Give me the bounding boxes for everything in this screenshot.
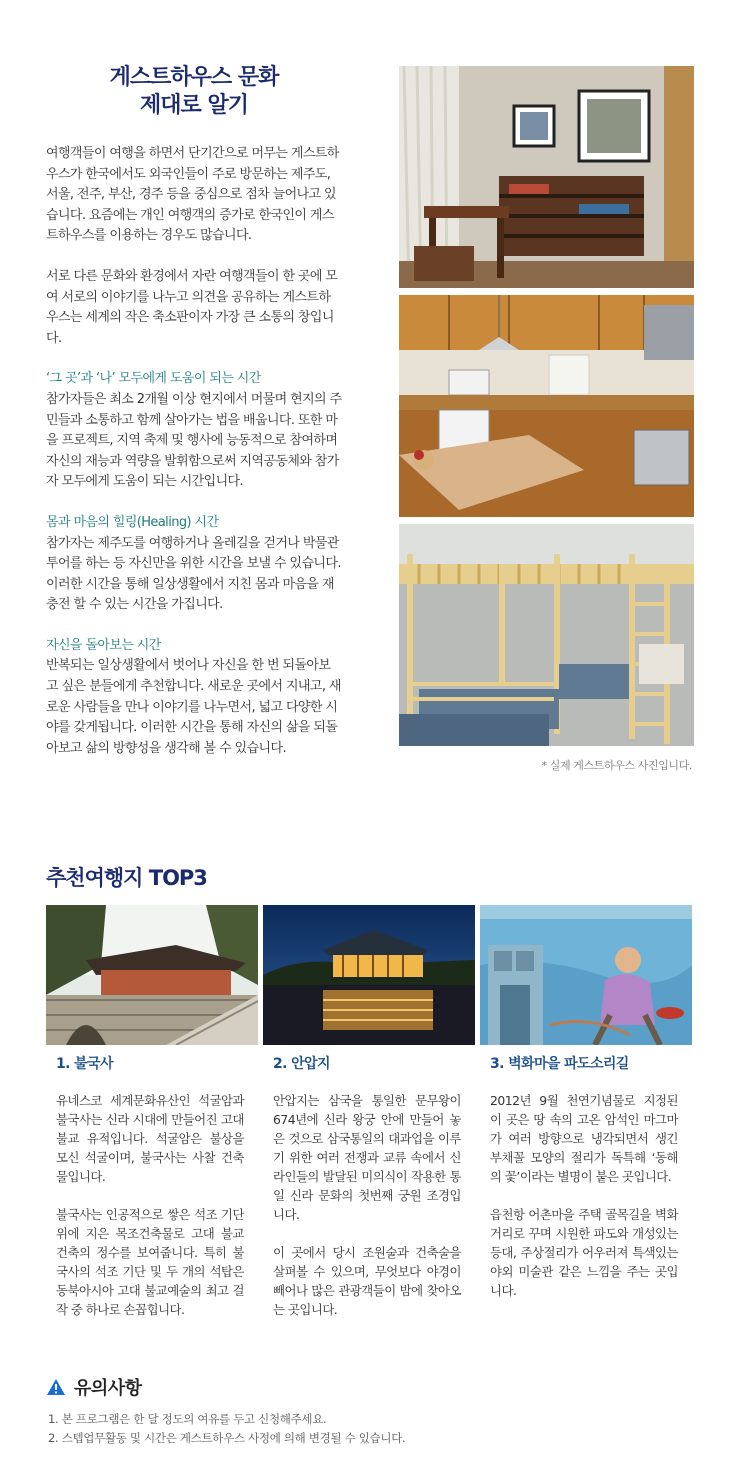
recommend-card-mural-village	[480, 905, 692, 1319]
bulguksa-description	[56, 1091, 244, 1319]
bulguksa-desc-2: 불국사는 인공적으로 쌓은 석조 기단 위에 지은 목조건축물로 고대 불교 건축의 정수를 보여줍니다. 특히 불국사의 석조 기단 및 두 개의 석탑은 동북아시아 고대 불교예술의 최고 걸작 중 하나로 손꼽힙니다.	[56, 1207, 244, 1317]
benefit-text-1: 참가자들은 최소 2개월 이상 현지에서 머물며 현지의 주민들과 소통하고 함께 살아가는 법을 배웁니다. 또한 마을 프로젝트, 지역 축제 및 행사에 능동적으로 참여하며 자신의 재능과 역량을 발휘함으로써 지역공동체와 참가자 모두에게 도움이 되는 시간입니다.	[46, 391, 342, 490]
intro-paragraph-2: 서로 다른 문화와 환경에서 자란 여행객들이 한 곳에 모여 서로의 이야기를 나누고 의견을 공유하는 게스트하우스는 세계의 작은 축소판이자 가장 큰 소통의 창입니다.	[46, 268, 338, 346]
recommend-card-bulguksa	[46, 905, 258, 1338]
warning-icon	[46, 1378, 66, 1396]
title-line-2: 제대로 알기	[140, 93, 248, 118]
benefit-text-2: 참가자는 제주도를 여행하거나 올레길을 걷거나 박물관 투어를 하는 등 자신만을 위한 시간을 보낼 수 있습니다. 이러한 시간을 통해 일상생활에서 지친 몸과 마음을 재충전 할 수 있는 시간을 가집니다.	[46, 535, 341, 613]
anapji-photo	[263, 905, 475, 1045]
benefit-heading-1: ‘그 곳’과 ‘나’ 모두에게 도움이 되는 시간	[46, 371, 261, 387]
recommend-title: 추천여행지 TOP3	[46, 866, 207, 890]
bulguksa-desc-1: 유네스코 세계문화유산인 석굴암과 불국사는 신라 시대에 만들어진 고대 불교 유적입니다. 석굴암은 불상을 모신 석굴이며, 불국사는 사찰 건축물입니다.	[56, 1093, 244, 1184]
mural-village-name: 3. 벽화마을 파도소리길	[490, 1056, 629, 1072]
intro-paragraph-1: 여행객들이 여행을 하면서 단기간으로 머무는 게스트하우스가 한국에서도 외국인들이 주로 방문하는 제주도, 서울, 전주, 부산, 경주 등을 중심으로 점차 늘어나고 있습니다. 요즘에는 개인 여행객의 증가로 한국인이 게스트하우스를 이용하는 경우도 많습니다.	[46, 146, 339, 244]
mural-village-photo	[480, 905, 692, 1045]
title-line-1: 게스트하우스 문화	[109, 65, 279, 90]
benefit-text-3: 반복되는 일상생활에서 벗어나 자신을 한 번 되돌아보고 싶은 분들에게 추천합니다. 새로운 곳에서 지내고, 새로운 사람들을 만나 이야기를 나누면서, 넓고 다양한 시야를 갖게됩니다. 이러한 시간을 통해 자신의 삶을 되돌아보고 삶의 방향성을 생각해 볼 수 있습니다.	[46, 658, 341, 756]
bulguksa-photo	[46, 905, 258, 1045]
benefit-section-3	[46, 636, 342, 760]
notice-item-2: 2. 스텝업무활동 및 시간은 게스트하우스 사정에 의해 변경될 수 있습니다.	[48, 1431, 406, 1445]
mural-village-description	[490, 1091, 678, 1300]
anapji-name: 2. 안압지	[273, 1056, 330, 1072]
notice-heading	[46, 1374, 142, 1400]
guesthouse-photo-living-room	[399, 66, 694, 288]
benefit-section-2	[46, 513, 342, 616]
photo-caption: * 실제 게스트하우스 사진입니다.	[541, 759, 692, 772]
intro-text	[46, 144, 342, 779]
mural-village-desc-1: 2012년 9월 천연기념물로 지정된 이 곳은 땅 속의 고온 암석인 마그마가 여러 방향으로 냉각되면서 생긴 부채꼴 모양의 절리가 독특해 ‘동해의 꽃’이라는 별명이 붙은 곳입니다.	[490, 1093, 678, 1184]
benefit-section-1	[46, 369, 342, 493]
guesthouse-photo-bunk-room	[399, 524, 694, 746]
notice-list	[48, 1410, 405, 1448]
anapji-desc-2: 이 곳에서 당시 조원술과 건축술을 살펴볼 수 있으며, 무엇보다 야경이 빼어나 많은 관광객들이 밤에 찾아오는 곳입니다.	[273, 1245, 461, 1317]
anapji-description	[273, 1091, 461, 1319]
bulguksa-name: 1. 불국사	[56, 1056, 113, 1072]
benefit-heading-3: 자신을 돌아보는 시간	[46, 637, 161, 653]
benefit-heading-2: 몸과 마음의 힐링(Healing) 시간	[46, 514, 219, 530]
mural-village-desc-2: 읍천항 어촌마을 주택 골목길을 벽화거리로 꾸며 시원한 파도와 개성있는 등대, 주상절리가 어우러져 특색있는 야외 미술관 같은 느낌을 주는 곳입니다.	[490, 1207, 678, 1298]
guesthouse-photo-kitchen	[399, 295, 694, 517]
recommend-card-anapji	[263, 905, 475, 1338]
anapji-desc-1: 안압지는 삼국을 통일한 문무왕이 674년에 신라 왕궁 안에 만들어 놓은 것으로 삼국통일의 대과업을 이루기 위한 여러 전쟁과 교류 속에서 신라인들의 발달된 미의식이 작용한 통일 신라 문화의 첫번째 궁원 조경입니다.	[273, 1093, 461, 1222]
page-title	[46, 64, 342, 120]
notice-item-1: 1. 본 프로그램은 한 달 정도의 여유를 두고 신청해주세요.	[48, 1412, 327, 1426]
notice-title: 유의사항	[74, 1378, 142, 1399]
